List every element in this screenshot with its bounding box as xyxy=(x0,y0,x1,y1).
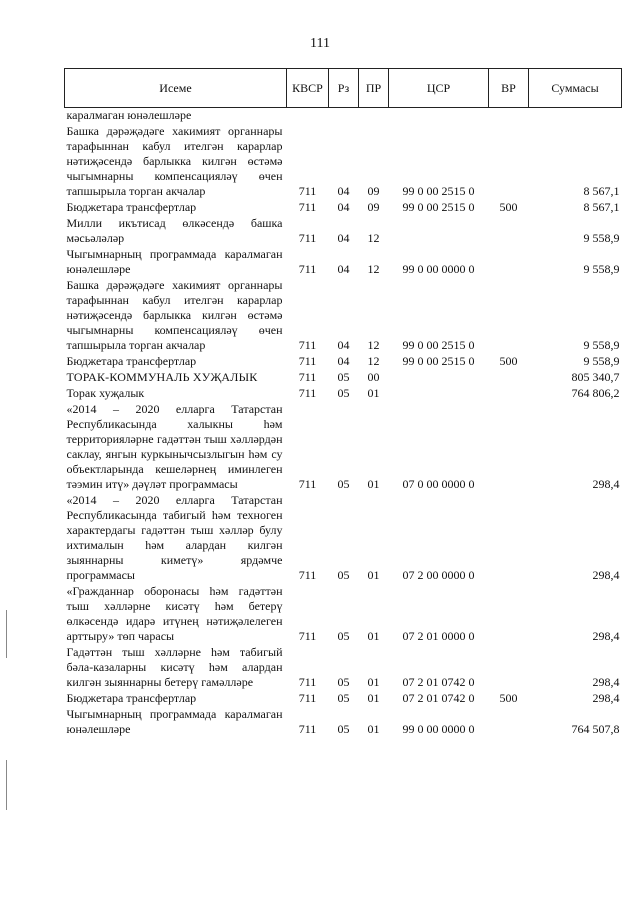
cell-sum: 9 558,9 xyxy=(583,231,620,245)
table-row xyxy=(65,492,622,583)
cell-pr: 01 xyxy=(367,675,380,689)
cell-csr: 07 2 01 0742 0 xyxy=(402,691,475,705)
cell-kvsr xyxy=(287,108,329,124)
table-row xyxy=(65,246,622,277)
table-body xyxy=(65,108,622,738)
table-row xyxy=(65,108,622,124)
cell-vr xyxy=(489,401,529,492)
cell-csr: 99 0 00 2515 0 xyxy=(402,338,475,352)
cell-pr: 01 xyxy=(367,722,380,736)
cell-kvsr: 711 xyxy=(298,338,317,352)
cell-csr: 99 0 00 2515 0 xyxy=(402,354,475,368)
budget-table-container xyxy=(64,68,621,737)
cell-csr xyxy=(389,369,489,385)
cell-pr: 00 xyxy=(367,370,380,384)
cell-kvsr: 711 xyxy=(298,354,317,368)
cell-rz: 04 xyxy=(337,184,350,198)
table-row xyxy=(65,690,622,706)
cell-csr: 07 2 01 0742 0 xyxy=(402,675,475,689)
table-row xyxy=(65,385,622,401)
cell-vr xyxy=(489,492,529,583)
cell-name: Бюджетара трансфертлар xyxy=(66,200,197,214)
cell-pr: 09 xyxy=(367,184,380,198)
cell-kvsr: 711 xyxy=(298,675,317,689)
cell-vr xyxy=(489,706,529,737)
cell-kvsr: 711 xyxy=(298,568,317,582)
column-header-vr: ВР xyxy=(489,69,529,108)
cell-rz: 05 xyxy=(337,629,350,643)
cell-vr xyxy=(489,277,529,353)
cell-sum: 8 567,1 xyxy=(583,200,620,214)
table-row xyxy=(65,644,622,690)
column-header-pr: ПР xyxy=(359,69,389,108)
cell-sum: 298,4 xyxy=(592,568,620,582)
table-row xyxy=(65,277,622,353)
cell-sum: 9 558,9 xyxy=(583,354,620,368)
budget-table xyxy=(64,68,622,737)
cell-csr xyxy=(389,108,489,124)
page-number: 111 xyxy=(310,36,330,51)
cell-vr xyxy=(489,123,529,199)
cell-name: Чыгымнарның программада каралмаган юнәлешләре xyxy=(66,707,283,736)
cell-kvsr: 711 xyxy=(298,386,317,400)
cell-sum: 9 558,9 xyxy=(583,338,620,352)
cell-pr xyxy=(359,108,389,124)
cell-name: Башка дәрәҗәдәге хакимият органнары тарафыннан кабул ителгән карарлар нәтиҗәсендә барлыкка килгән өстәмә чыгымнарны компенсацияләү өчен тапшырыла торган акчалар xyxy=(66,124,283,198)
table-row xyxy=(65,353,622,369)
table-row xyxy=(65,199,622,215)
cell-sum: 8 567,1 xyxy=(583,184,620,198)
cell-rz: 05 xyxy=(337,675,350,689)
table-row xyxy=(65,401,622,492)
cell-csr: 99 0 00 0000 0 xyxy=(402,262,475,276)
cell-vr xyxy=(489,583,529,644)
cell-name: ТОРАК-КОММУНАЛЬ ХУҖАЛЫК xyxy=(66,370,258,384)
cell-kvsr: 711 xyxy=(298,262,317,276)
cell-name: Милли икътисад өлкәсендә башка мәсьәләләр xyxy=(66,216,283,245)
cell-kvsr: 711 xyxy=(298,231,317,245)
cell-kvsr: 711 xyxy=(298,184,317,198)
cell-csr: 07 2 00 0000 0 xyxy=(402,568,475,582)
margin-mark xyxy=(6,610,7,658)
cell-vr xyxy=(489,108,529,124)
cell-sum: 764 507,8 xyxy=(571,722,620,736)
cell-pr: 01 xyxy=(367,629,380,643)
cell-kvsr: 711 xyxy=(298,200,317,214)
cell-kvsr: 711 xyxy=(298,691,317,705)
cell-csr: 07 2 01 0000 0 xyxy=(402,629,475,643)
table-header-row xyxy=(65,69,622,108)
cell-vr: 500 xyxy=(499,691,518,705)
cell-vr xyxy=(489,385,529,401)
cell-sum: 298,4 xyxy=(592,629,620,643)
column-header-csr: ЦСР xyxy=(389,69,489,108)
cell-name: Торак хуҗалык xyxy=(66,386,145,400)
cell-vr xyxy=(489,369,529,385)
cell-name: Бюджетара трансфертлар xyxy=(66,691,197,705)
cell-csr: 99 0 00 0000 0 xyxy=(402,722,475,736)
cell-csr: 07 0 00 0000 0 xyxy=(402,477,475,491)
cell-rz: 05 xyxy=(337,386,350,400)
cell-name: «Гражданнар оборонасы һәм гадәттән тыш хәлләрне кисәтү һәм бетерү өлкәсендә идарә итүнең нәтиҗәлелеген арттыру» төп чарасы xyxy=(66,584,283,643)
cell-name: «2014 – 2020 елларга Татарстан Республикасында халыкны һәм территорияләрне гадәттән тыш хәлләрдән саклау, янгын куркынычсызлыгын һәм су объектларында кешеләрнең иминлеген тәэмин итү» дәүләт программасы xyxy=(66,402,283,491)
column-header-sum: Суммасы xyxy=(529,69,622,108)
cell-rz: 04 xyxy=(337,200,350,214)
cell-csr: 99 0 00 2515 0 xyxy=(402,200,475,214)
cell-csr xyxy=(389,215,489,246)
cell-pr: 12 xyxy=(367,262,380,276)
cell-vr xyxy=(489,215,529,246)
cell-vr xyxy=(489,246,529,277)
cell-rz: 04 xyxy=(337,354,350,368)
cell-pr: 12 xyxy=(367,354,380,368)
cell-csr xyxy=(389,385,489,401)
table-row xyxy=(65,583,622,644)
cell-rz xyxy=(329,108,359,124)
cell-name: Бюджетара трансфертлар xyxy=(66,354,197,368)
cell-vr: 500 xyxy=(499,200,518,214)
column-header-name: Исеме xyxy=(65,69,287,108)
cell-rz: 05 xyxy=(337,568,350,582)
cell-kvsr: 711 xyxy=(298,477,317,491)
cell-rz: 04 xyxy=(337,262,350,276)
column-header-rz: Рз xyxy=(329,69,359,108)
cell-sum: 9 558,9 xyxy=(583,262,620,276)
table-row xyxy=(65,123,622,199)
cell-sum: 764 806,2 xyxy=(571,386,620,400)
cell-rz: 05 xyxy=(337,722,350,736)
cell-name: Гадәттән тыш хәлләрне һәм табигый бәла-казаларны кисәтү һәм алардан килгән зыяннарны бетерү гамәлләре xyxy=(66,645,283,689)
cell-name: Чыгымнарның программада каралмаган юнәлешләре xyxy=(66,247,283,276)
table-row xyxy=(65,369,622,385)
cell-rz: 05 xyxy=(337,691,350,705)
cell-pr: 01 xyxy=(367,568,380,582)
cell-sum: 298,4 xyxy=(592,675,620,689)
cell-vr: 500 xyxy=(499,354,518,368)
cell-rz: 05 xyxy=(337,370,350,384)
cell-sum: 805 340,7 xyxy=(571,370,620,384)
cell-name: Башка дәрәҗәдәге хакимият органнары тарафыннан кабул ителгән карарлар нәтиҗәсендә барлыкка килгән өстәмә чыгымнарны компенсацияләү өчен тапшырыла торган акчалар xyxy=(66,278,283,352)
cell-pr: 12 xyxy=(367,338,380,352)
cell-kvsr: 711 xyxy=(298,370,317,384)
cell-name: каралмаган юнәлешләре xyxy=(66,108,192,122)
cell-rz: 04 xyxy=(337,338,350,352)
cell-vr xyxy=(489,644,529,690)
table-row xyxy=(65,215,622,246)
cell-pr: 12 xyxy=(367,231,380,245)
cell-pr: 01 xyxy=(367,691,380,705)
cell-sum xyxy=(529,108,622,124)
cell-pr: 01 xyxy=(367,386,380,400)
column-header-kvsr: КВСР xyxy=(287,69,329,108)
cell-pr: 01 xyxy=(367,477,380,491)
cell-kvsr: 711 xyxy=(298,629,317,643)
cell-sum: 298,4 xyxy=(592,477,620,491)
cell-sum: 298,4 xyxy=(592,691,620,705)
cell-csr: 99 0 00 2515 0 xyxy=(402,184,475,198)
cell-rz: 05 xyxy=(337,477,350,491)
margin-mark xyxy=(6,760,7,810)
cell-kvsr: 711 xyxy=(298,722,317,736)
cell-name: «2014 – 2020 елларга Татарстан Республикасында табигый һәм техноген характердагы гадәттән тыш хәлләр булу ихтималын һәм алардан килгән зыяннарны киметү» ярдәмче программасы xyxy=(66,493,283,582)
cell-pr: 09 xyxy=(367,200,380,214)
cell-rz: 04 xyxy=(337,231,350,245)
table-row xyxy=(65,706,622,737)
